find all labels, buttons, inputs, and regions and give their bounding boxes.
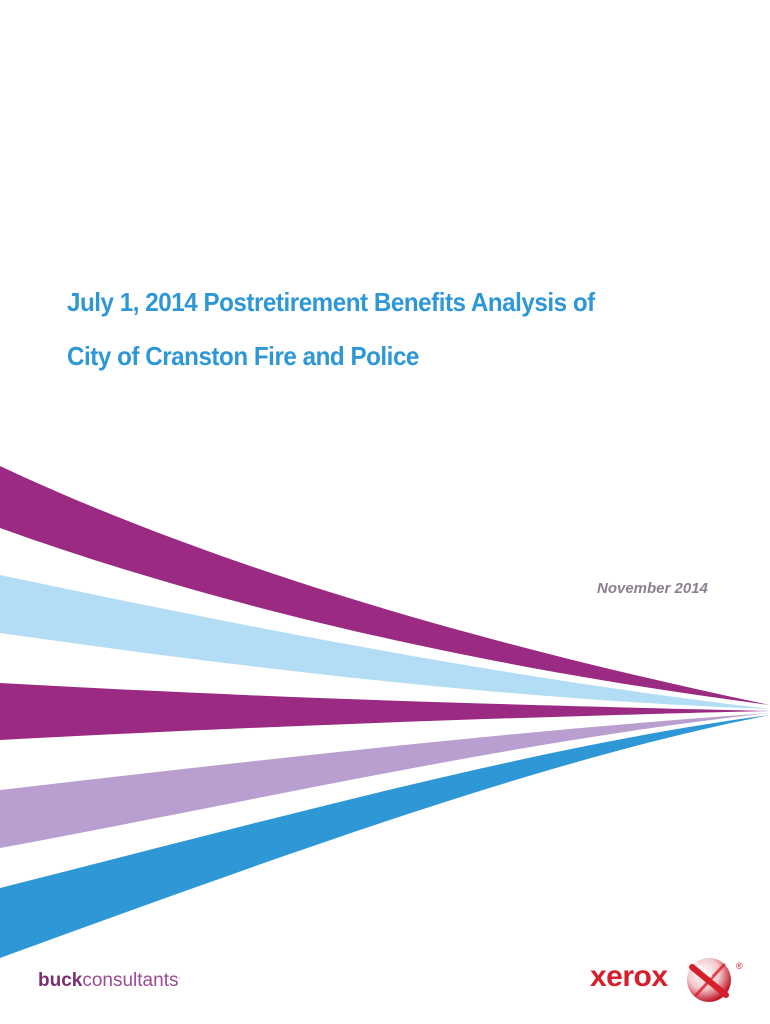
document-date: November 2014 (597, 580, 708, 597)
xerox-logo-word: xerox (590, 960, 668, 993)
document-title-line-1: July 1, 2014 Postretirement Benefits Analysis of (67, 287, 595, 317)
document-title-line-2: City of Cranston Fire and Police (67, 341, 419, 371)
xerox-logo (590, 955, 750, 1005)
xerox-registered-mark: ® (736, 961, 743, 971)
xerox-sphere-icon (684, 955, 734, 1005)
ribbon-purple-middle (0, 683, 770, 740)
buck-logo-mark: . (178, 971, 181, 981)
buck-consultants-logo (38, 970, 181, 992)
buck-logo-part2: consultants (82, 970, 179, 991)
buck-logo-part1: buck (38, 970, 83, 991)
